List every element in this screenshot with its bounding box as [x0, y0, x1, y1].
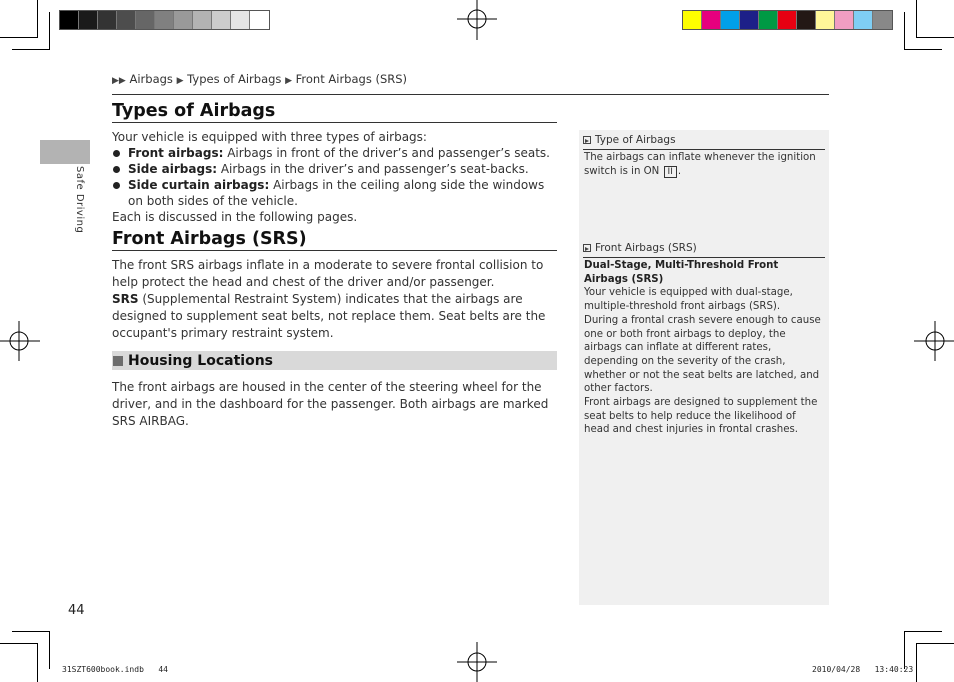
list-item-text: Airbags in the driver’s and passenger’s seat-backs.: [217, 162, 529, 176]
airbag-type-list: [112, 145, 557, 209]
reference-arrow-icon: [583, 136, 591, 144]
color-swatch: [683, 11, 702, 29]
color-swatch: [759, 11, 778, 29]
breadcrumb-item-types-of-airbags[interactable]: Types of Airbags: [187, 72, 282, 86]
list-item-label: Side airbags:: [128, 162, 218, 176]
section-title-types-of-airbags: Types of Airbags: [112, 103, 557, 123]
color-swatch: [193, 11, 212, 29]
reference-arrow-icon: [583, 244, 591, 252]
main-content: [112, 103, 557, 430]
types-outro: Each is discussed in the following pages.: [112, 210, 358, 224]
types-intro: Your vehicle is equipped with three types of airbags:: [112, 130, 427, 144]
color-swatch: [155, 11, 174, 29]
registration-mark-right: [914, 321, 954, 361]
color-swatch: [117, 11, 136, 29]
note-type-of-airbags: [579, 132, 829, 178]
subheading-housing-locations: [112, 351, 557, 370]
color-swatch: [250, 11, 269, 29]
housing-text: The front airbags are housed in the center of the steering wheel for the driver, and in the dashboard for the passenger. Both airbags are marked SRS AIRBAG.: [112, 380, 549, 428]
note-text: The airbags can inflate whenever the ignition switch is in ON: [584, 152, 816, 177]
color-swatch: [797, 11, 816, 29]
note-paragraph: Front airbags are designed to supplement the seat belts to help reduce the likelihood of head and chest injuries in frontal crashes.: [584, 397, 818, 436]
subheading-text: Housing Locations: [128, 352, 273, 369]
header-rule: [112, 94, 829, 95]
color-swatch: [212, 11, 231, 29]
breadcrumb-item-airbags[interactable]: Airbags: [129, 72, 173, 86]
note-text-end: .: [677, 165, 682, 177]
notes-panel: [579, 130, 829, 605]
color-swatch: [816, 11, 835, 29]
chapter-tab-label: Safe Driving: [74, 166, 85, 234]
breadcrumb: [112, 72, 407, 86]
list-item: [112, 177, 557, 209]
list-item: [112, 145, 557, 161]
note-header: [583, 132, 825, 150]
print-footer-file: 31SZT600book.indb 44: [62, 665, 168, 674]
note-header: [583, 240, 825, 258]
list-item-text: Airbags in the ceiling along side the windows on both sides of the vehicle.: [128, 178, 545, 208]
list-item-label: Side curtain airbags:: [128, 178, 270, 192]
srs-text: (Supplemental Restraint System) indicates that the airbags are designed to supplement seat belts, not replace them. Seat belts are the occupant's primary restraint system.: [112, 292, 546, 340]
ignition-position-key: II: [664, 166, 677, 178]
page-number: 44: [68, 603, 85, 618]
registration-mark-top: [457, 0, 497, 40]
registration-mark-bottom: [457, 642, 497, 682]
color-swatch: [854, 11, 873, 29]
registration-mark-left: [0, 321, 40, 361]
color-swatch: [79, 11, 98, 29]
note-paragraph: Your vehicle is equipped with dual-stage, multiple-threshold front airbags (SRS).: [584, 287, 793, 313]
front-airbags-para: The front SRS airbags inflate in a moderate to severe frontal collision to help protect the head and chest of the driver and/or passenger.: [112, 258, 544, 289]
breadcrumb-separator-icon: ▶: [285, 76, 292, 86]
note-body: [583, 150, 825, 178]
srs-definition: [112, 291, 557, 342]
color-swatch: [740, 11, 759, 29]
note-header-text[interactable]: Type of Airbags: [595, 133, 676, 146]
list-item-label: Front airbags:: [128, 146, 224, 160]
note-front-airbags: [579, 240, 829, 437]
list-item-text: Airbags in front of the driver’s and passenger’s seats.: [223, 146, 550, 160]
note-paragraph: During a frontal crash severe enough to cause one or both front airbags to deploy, the airbags can inflate at different rates, depending on the severity of the crash, whether or not the seat belts are latched, and other factors.: [584, 314, 821, 395]
section-title-front-airbags: Front Airbags (SRS): [112, 231, 557, 251]
breadcrumb-separator-icon: ▶: [176, 76, 184, 86]
print-footer-timestamp: 2010/04/28 13:40:23: [812, 665, 914, 674]
color-swatch: [98, 11, 117, 29]
color-swatch: [60, 11, 79, 29]
color-swatch: [231, 11, 250, 29]
color-swatch: [835, 11, 854, 29]
note-header-text[interactable]: Front Airbags (SRS): [595, 241, 697, 254]
color-swatch: [721, 11, 740, 29]
color-swatch: [136, 11, 155, 29]
color-swatch: [778, 11, 797, 29]
note-body: [583, 258, 825, 437]
chapter-tab: [40, 140, 90, 164]
color-swatch: [702, 11, 721, 29]
grayscale-color-bar: [59, 10, 270, 30]
note-bold-title: Dual-Stage, Multi-Threshold Front Airbags (SRS): [584, 260, 779, 285]
breadcrumb-item-front-airbags: Front Airbags (SRS): [295, 72, 408, 86]
color-swatch: [174, 11, 193, 29]
process-color-bar: [682, 10, 893, 30]
color-swatch: [873, 11, 892, 29]
breadcrumb-lead-icon: ▶▶: [112, 76, 126, 86]
square-bullet-icon: [113, 356, 123, 366]
srs-label: SRS: [112, 292, 139, 306]
list-item: [112, 161, 557, 177]
